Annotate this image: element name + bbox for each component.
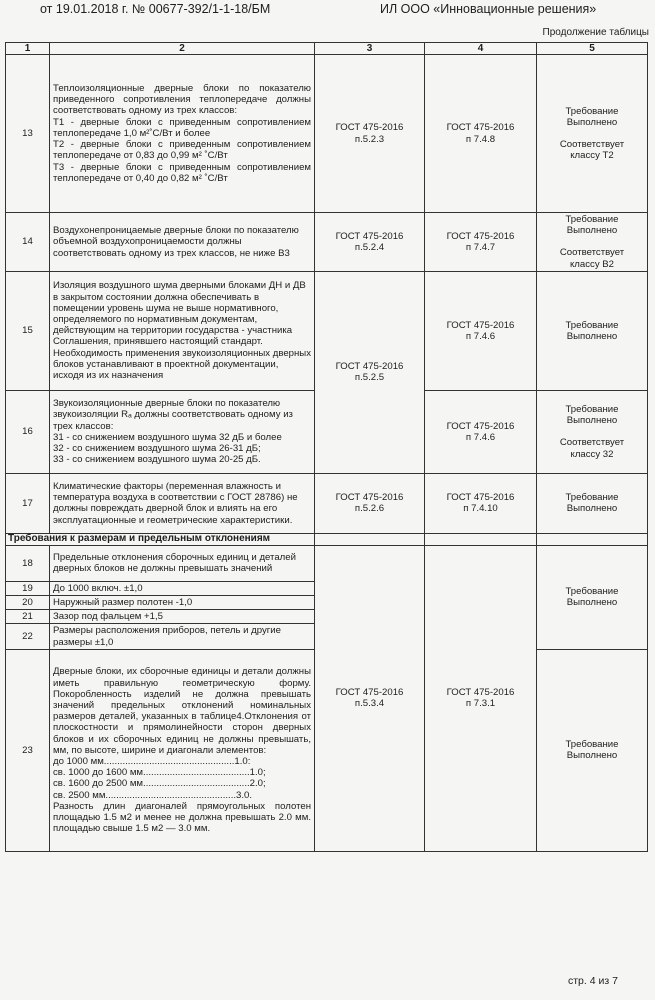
gost-clause: п 7.4.6 (465, 431, 496, 443)
table-row (6, 473, 648, 533)
normative-doc (315, 271, 425, 473)
gost-number: ГОСТ 475-2016 (446, 492, 515, 504)
requirement-line: Разность длин диагоналей прямоугольных полотен площадью 1.5 м2 и менее не должна превышать 2.0 мм. площадью свыше 1.5 м2 — 3.0 мм. (53, 800, 311, 835)
result-line: Соответствует (559, 139, 625, 150)
requirement-line: Т2 - дверные блоки с приведенным сопротивлением теплопередаче от 0,83 до 0,99 м² ˚С/Вт (53, 139, 311, 162)
test-result (537, 55, 648, 213)
table-row (6, 271, 648, 390)
gost-clause: п.5.3.4 (354, 698, 385, 710)
requirement-text: Предельные отклонения сборочных единиц и деталей дверных блоков не должны превышать значений (50, 545, 315, 581)
section-row (6, 533, 648, 545)
requirement-text: Зазор под фальцем +1,5 (50, 610, 315, 624)
requirement-line: св. 2500 мм.................................................3.0. (53, 789, 253, 801)
requirement-line: Теплоизоляционные дверные блоки по показателю приведенного сопротивления теплопередаче должны соответствовать одному из трех классов: (53, 83, 311, 117)
page-number: стр. 4 из 7 (568, 975, 618, 987)
section-heading: Требования к размерам и предельным отклонениям (6, 533, 315, 545)
table-row (6, 545, 648, 581)
column-header: 1 (6, 43, 50, 55)
requirement-line: до 1000 мм.................................................1.0: (53, 755, 251, 767)
requirement-text (50, 649, 315, 851)
normative-doc (315, 545, 425, 851)
row-number: 19 (6, 581, 50, 595)
requirement-line: Дверные блоки, их сборочные единицы и детали должны иметь правильную геометрическую форму. Покоробленность изделий не должна превышать значений предельных отклонений номинальных размеров деталей, указанных в таблице4.Отклонения от плоскостности и прямолинейности сторон дверных блоков и их сборочных единиц не должны превышать, мм, по высоте, ширине и диагонали элементов: (53, 666, 311, 756)
result-line: Соответствует (559, 247, 625, 259)
gost-clause: п.5.2.5 (354, 372, 385, 384)
gost-clause: п 7.4.10 (463, 503, 498, 515)
result-line: классу Т2 (570, 150, 614, 162)
requirement-line: 31 - со снижением воздушного шума 32 дБ и более (53, 431, 282, 443)
result-line: классу 32 (570, 448, 614, 460)
requirement-line: 33 - со снижением воздушного шума 20-25 дБ. (53, 454, 261, 466)
result-line: Требование (565, 586, 619, 598)
column-header: 2 (50, 43, 315, 55)
requirement-text: Изоляция воздушного шума дверными блоками ДН и ДВ в закрытом состоянии должна обеспечивать в помещении уровень шума не выше нормативного, определяемого по нормативным документам, действующим на территории государства - участника Соглашения, принявшего настоящий стандарт. Необходимость применения звукоизоляционных дверных блоков устанавливают в проектной документации, исходя из их назначения (50, 271, 315, 390)
requirement-line: 32 - со снижением воздушного шума 26-31 дБ; (53, 443, 261, 455)
row-number: 13 (6, 55, 50, 213)
gost-clause: п 7.4.6 (465, 330, 496, 342)
gost-number: ГОСТ 475-2016 (335, 687, 404, 699)
normative-doc (315, 55, 425, 213)
row-number: 21 (6, 610, 50, 624)
gost-clause: п 7.3.1 (465, 698, 496, 710)
test-result (537, 271, 648, 390)
requirement-line: Т3 - дверные блоки с приведенным сопротивлением теплопередаче от 0,40 до 0,82 м² ˚С/Вт (53, 161, 311, 184)
test-result (537, 649, 648, 851)
result-line: Требование (565, 319, 619, 331)
result-line: Выполнено (566, 750, 618, 762)
test-result (537, 390, 648, 473)
column-header: 3 (315, 43, 425, 55)
result-line: Требование (565, 403, 619, 415)
requirement-text: До 1000 включ. ±1,0 (50, 581, 315, 595)
row-number: 22 (6, 624, 50, 649)
result-line: Выполнено (566, 330, 618, 342)
normative-doc (315, 213, 425, 272)
result-line: Выполнено (566, 503, 618, 515)
requirement-line: св. 1000 до 1600 мм........................................1.0; (53, 767, 266, 779)
gost-number: ГОСТ 475-2016 (446, 230, 515, 242)
gost-clause: п.5.2.6 (354, 503, 385, 515)
result-line: Выполнено (566, 225, 618, 237)
gost-clause: п 7.4.7 (465, 241, 496, 253)
requirement-line: Звукоизоляционные дверные блоки по показателю звукоизоляции Rₐ должны соответствовать одному из трех классов: (53, 398, 293, 432)
row-number: 14 (6, 213, 50, 272)
gost-number: ГОСТ 475-2016 (446, 122, 515, 134)
test-result (537, 213, 648, 272)
test-method (425, 390, 537, 473)
result-line: Соответствует (559, 437, 625, 449)
result-line: Требование (565, 492, 619, 504)
protocol-date-number: от 19.01.2018 г. № 00677-392/1-1-18/БМ (40, 2, 271, 16)
result-line: Выполнено (566, 597, 618, 609)
test-method (425, 213, 537, 272)
test-result (537, 545, 648, 649)
result-line: Выполнено (566, 415, 618, 427)
result-line: Требование (565, 105, 619, 117)
table-row (6, 55, 648, 213)
requirement-text: Климатические факторы (переменная влажность и температура воздуха в соответствии с ГОСТ 28786) не должны повреждать дверной блок и влиять на его эксплуатационные и геометрические характеристики. (50, 473, 315, 533)
test-method (425, 55, 537, 213)
gost-clause: п.5.2.3 (354, 133, 385, 145)
result-line: Требование (565, 739, 619, 751)
test-result (537, 473, 648, 533)
test-method (425, 473, 537, 533)
gost-clause: п.5.2.4 (354, 241, 385, 253)
requirement-text (50, 390, 315, 473)
column-header: 5 (537, 43, 648, 55)
test-method (425, 271, 537, 390)
gost-clause: п 7.4.8 (465, 133, 496, 145)
row-number: 16 (6, 390, 50, 473)
gost-number: ГОСТ 475-2016 (335, 361, 404, 373)
row-number: 15 (6, 271, 50, 390)
result-line: классу В2 (569, 258, 615, 270)
requirement-text: Наружный размер полотен -1,0 (50, 596, 315, 610)
requirement-text: Размеры расположения приборов, петель и другие размеры ±1,0 (50, 624, 315, 649)
gost-number: ГОСТ 475-2016 (446, 420, 515, 432)
row-number: 18 (6, 545, 50, 581)
result-line: Выполнено (566, 116, 618, 128)
continuation-label: Продолжение таблицы (542, 27, 649, 38)
gost-number: ГОСТ 475-2016 (446, 319, 515, 331)
column-header: 4 (425, 43, 537, 55)
table-row (6, 213, 648, 272)
requirement-text (50, 55, 315, 213)
lab-name: ИЛ ООО «Инновационные решения» (380, 2, 597, 16)
row-number: 17 (6, 473, 50, 533)
requirement-line: Т1 - дверные блоки с приведенным сопротивлением теплопередаче 1,0 м²˚С/Вт и более (53, 116, 311, 139)
gost-number: ГОСТ 475-2016 (335, 230, 404, 242)
requirement-line: св. 1600 до 2500 мм........................................2.0; (53, 778, 266, 790)
row-number: 20 (6, 596, 50, 610)
gost-number: ГОСТ 475-2016 (335, 492, 404, 504)
gost-number: ГОСТ 475-2016 (446, 687, 515, 699)
result-line: Требование (565, 214, 619, 225)
requirements-table (5, 42, 648, 852)
row-number: 23 (6, 649, 50, 851)
column-number-row (6, 43, 648, 55)
test-method (425, 545, 537, 851)
requirement-text: Воздухонепроницаемые дверные блоки по показателю объемной воздухопроницаемости должны соответствовать одному из трех классов, не ниже В3 (50, 213, 315, 272)
normative-doc (315, 473, 425, 533)
gost-number: ГОСТ 475-2016 (335, 122, 404, 134)
